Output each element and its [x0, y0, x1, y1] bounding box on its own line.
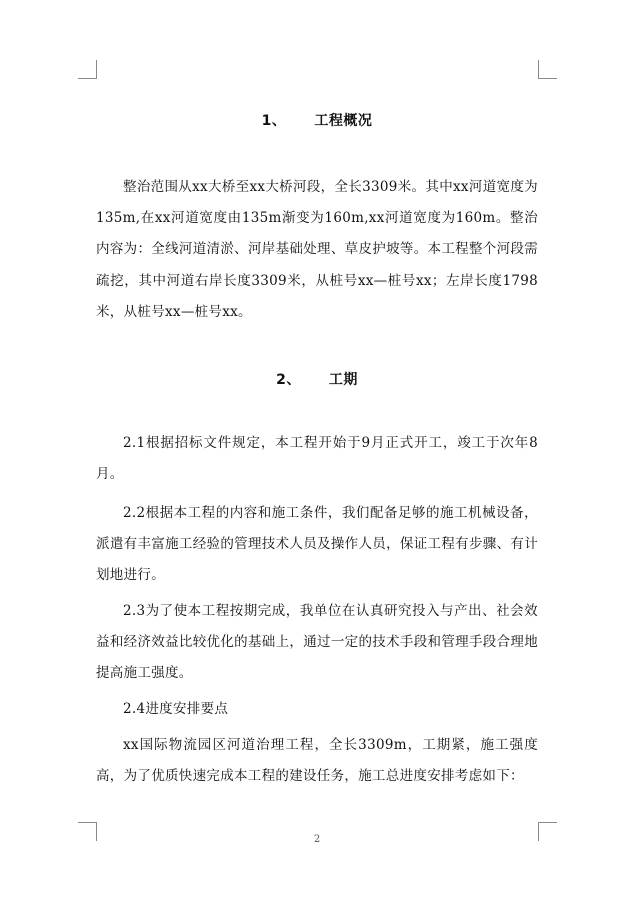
- page-number: 2: [313, 834, 321, 845]
- crop-mark-top-left: [78, 60, 97, 79]
- paragraph-2-3: 2.3为了使本工程按期完成，我单位在认真研究投入与产出、社会效益和经济效益比较优化的基础上，通过一定的技术手段和管理手段合理地提高施工强度。: [96, 603, 538, 682]
- section-2-heading: [96, 369, 538, 389]
- section-1-heading: [96, 110, 538, 130]
- crop-mark-top-right: [538, 60, 557, 79]
- section-2-title: 工期: [328, 372, 358, 388]
- paragraph-2-4: 2.4进度安排要点: [123, 701, 229, 717]
- paragraph-2-2: 2.2根据本工程的内容和施工条件，我们配备足够的施工机械设备，派遣有丰富施工经验的管理技术人员及操作人员，保证工程有步骤、有计划地进行。: [96, 505, 538, 584]
- section-1-paragraph: 整治范围从xx大桥至xx大桥河段，全长3309米。其中xx河道宽度为135m,在xx河道宽度由135m渐变为160m,xx河道宽度为160m。整治内容为：全线河道清淤、河岸基础处理、草皮护坡等。本工程整个河段需疏挖，其中河道右岸长度3309米，从桩号xx—桩号xx；左岸长度1798米，从桩号xx—桩号xx。: [96, 179, 538, 320]
- paragraph-2-4-detail: xx国际物流园区河道治理工程，全长3309m，工期紧，施工强度高，为了优质快速完成本工程的建设任务，施工总进度安排考虑如下：: [96, 737, 538, 785]
- section-1-number: 1、: [261, 113, 287, 129]
- section-2-number: 2、: [276, 372, 301, 388]
- section-1-title: 工程概况: [314, 113, 373, 129]
- paragraph-2-1: 2.1根据招标文件规定，本工程开始于9月正式开工，竣工于次年8月。: [96, 435, 538, 483]
